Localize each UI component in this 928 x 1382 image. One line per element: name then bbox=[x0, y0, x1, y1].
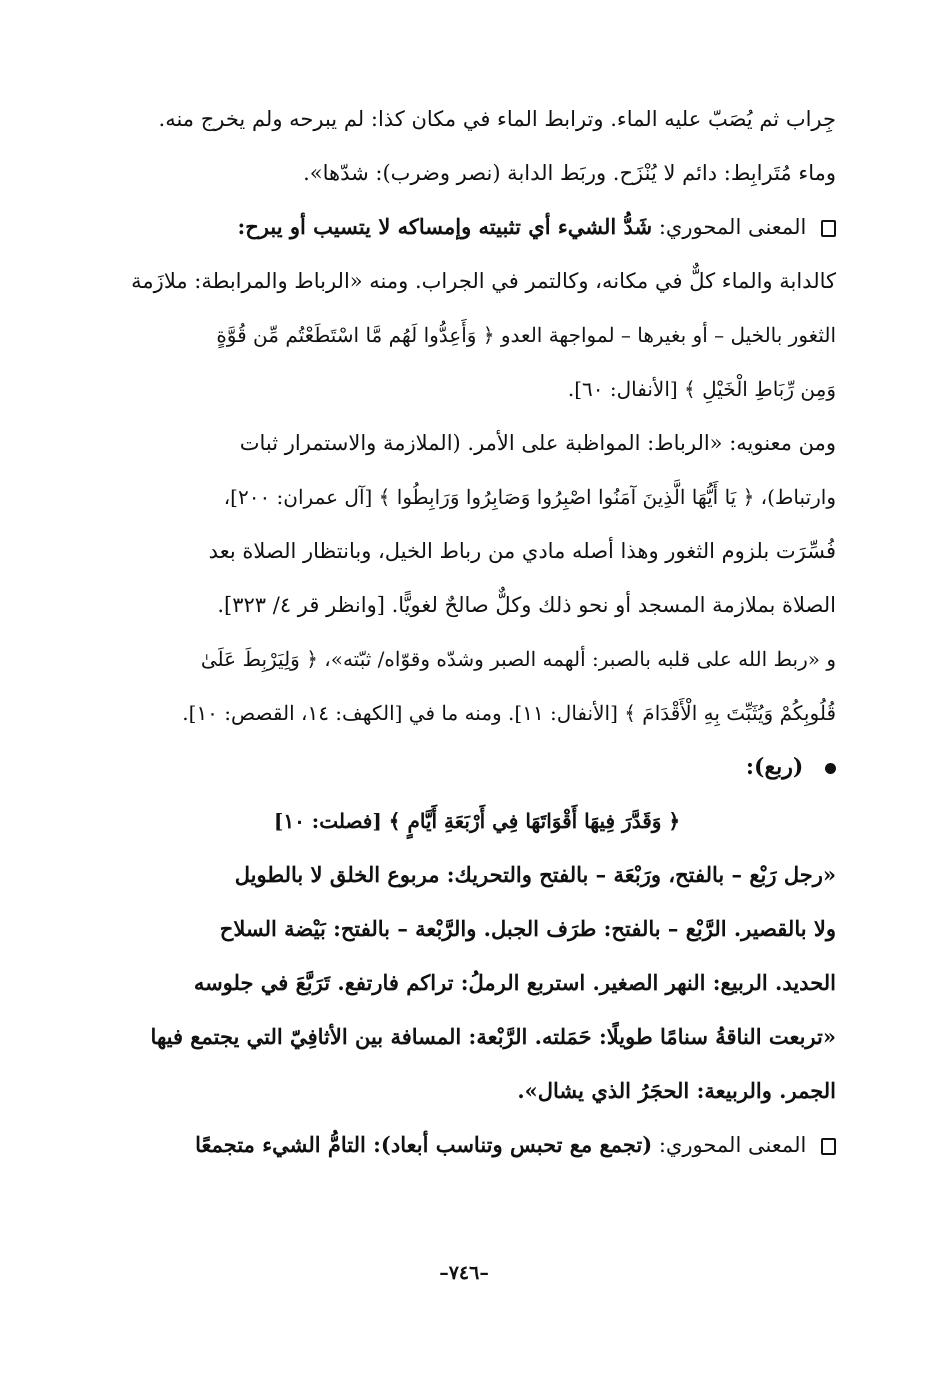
square-box-icon bbox=[821, 220, 836, 237]
text-line: و «ربط الله على قلبه بالصبر: ألهمه الصبر وشدّه وقوّاه/ ثبّته»، ﴿ وَلِيَرْبِطَ عَلَىٰ bbox=[200, 647, 836, 671]
text-line: جِراب ثم يُصَبّ عليه الماء. وترابط الماء في مكان كذا: لم يبرحه ولم يخرج منه. bbox=[158, 107, 836, 131]
text-line: كالدابة والماء كلٌّ في مكانه، وكالتمر في الجراب. ومنه «الرباط والمرابطة: ملازَمة bbox=[131, 269, 836, 293]
text-line: وَمِن رِّبَاطِ الْخَيْلِ ﴾ [الأنفال: ٦٠]. bbox=[567, 377, 836, 401]
root-heading bbox=[118, 740, 836, 794]
core-meaning-line bbox=[118, 200, 836, 254]
page-body-text bbox=[118, 92, 836, 1172]
root-heading-text: (ربع): bbox=[745, 754, 804, 780]
text-line: الصلاة بملازمة المسجد أو نحو ذلك وكلٌّ صالحٌ لغويًّا. [وانظر قر ٤/ ٣٢٣]. bbox=[217, 593, 836, 617]
text-line: قُلُوبِكُمْ وَيُثَبِّتَ بِهِ الْأَقْدَامَ ﴾ [الأنفال: ١١]. ومنه ما في [الكهف: ١٤، القصص: ١٠]. bbox=[182, 701, 836, 725]
core-meaning-label: المعنى المحوري: bbox=[658, 215, 807, 239]
text-line: ومن معنويه: «الرباط: المواظبة على الأمر. (الملازمة والاستمرار ثبات bbox=[239, 431, 836, 455]
core-meaning-line bbox=[118, 1118, 836, 1172]
text-line: وارتباط)، ﴿ يَا أَيُّهَا الَّذِينَ آمَنُوا اصْبِرُوا وَصَابِرُوا وَرَابِطُوا ﴾ [آل عمران: ٢٠٠]، bbox=[223, 485, 836, 509]
page-number: –٧٤٦– bbox=[439, 1262, 489, 1284]
core-meaning-text: شَدُّ الشيء أي تثبيته وإمساكه لا يتسيب أو يبرح: bbox=[237, 214, 653, 239]
text-line: «رجل رَبْع – بالفتح، ورَبْعَة – بالفتح والتحريك: مربوع الخلق لا بالطويل bbox=[234, 862, 836, 887]
text-line: الجمر. والربيعة: الحجَرُ الذي يشال». bbox=[517, 1078, 836, 1103]
text-line: وماء مُتَرابِط: دائم لا يُنْزَح. وربَط الدابة (نصر وضرب): شدّها». bbox=[303, 161, 836, 185]
text-line: «تربعت الناقةُ سنامًا طويلًا: حَمَلته. الرَّبْعة: المسافة بين الأثافِيّ التي يجتمع فيها bbox=[150, 1024, 836, 1049]
text-line: ولا بالقصير. الرَّبْع – بالفتح: طرَف الجبل. والرَّبْعة – بالفتح: بَيْضة السلاح bbox=[219, 916, 836, 941]
core-meaning-label: المعنى المحوري: bbox=[658, 1133, 807, 1157]
text-line: الحديد. الربيع: النهر الصغير. استربع الرملُ: تراكم فارتفع. تَرَبَّعَ في جلوسه bbox=[193, 970, 836, 995]
text-line: فُسِّرَت بلزوم الثغور وهذا أصله مادي من رباط الخيل، وبانتظار الصلاة بعد bbox=[208, 539, 836, 563]
bullet-dot-icon bbox=[825, 763, 836, 774]
square-box-icon bbox=[821, 1138, 836, 1155]
core-meaning-text: (تجمع مع تحبس وتناسب أبعاد): التامُّ الشيء متجمعًا bbox=[195, 1132, 653, 1157]
verse-line: ﴿ وَقَدَّرَ فِيهَا أَقْوَاتَهَا فِي أَرْبَعَةِ أَيَّامٍ ﴾ [فصلت: ١٠] bbox=[273, 809, 681, 833]
text-line: الثغور بالخيل – أو بغيرها – لمواجهة العدو ﴿ وَأَعِدُّوا لَهُم مَّا اسْتَطَعْتُم مِّن قُوَّةٍ bbox=[216, 323, 836, 347]
